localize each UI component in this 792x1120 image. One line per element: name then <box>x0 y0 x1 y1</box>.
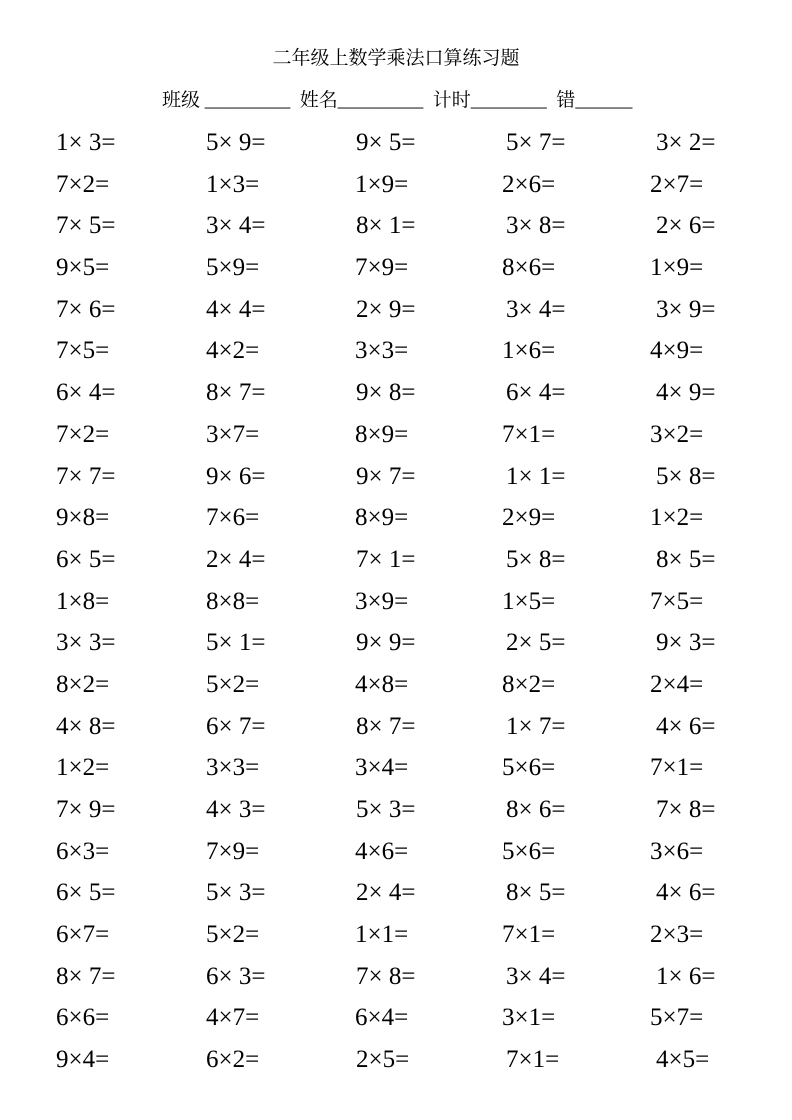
problem-item: 7× 7= <box>56 462 116 490</box>
problem-item: 5× 3= <box>206 879 266 907</box>
problem-row <box>0 997 792 1039</box>
problem-item: 4× 3= <box>206 796 266 823</box>
problem-item: 6× 3= <box>206 962 266 990</box>
problem-row <box>0 831 792 873</box>
problem-row <box>0 872 792 914</box>
problem-row <box>0 122 792 164</box>
problem-item: 2×9= <box>502 504 556 532</box>
class-blank: _________ <box>204 90 291 111</box>
problem-row <box>0 414 792 456</box>
problem-item: 9× 8= <box>356 379 416 407</box>
problem-item: 9× 7= <box>356 462 416 490</box>
problem-item: 8×9= <box>355 504 409 532</box>
problem-item: 4× 6= <box>656 712 716 740</box>
problem-item: 5× 1= <box>206 629 266 657</box>
problem-item: 7×9= <box>206 837 260 865</box>
problem-item: 7× 8= <box>656 796 716 823</box>
problem-item: 3× 4= <box>506 295 566 323</box>
problem-item: 5× 8= <box>656 462 716 490</box>
problem-item: 1×1= <box>355 921 409 949</box>
problem-item: 5×2= <box>206 670 260 698</box>
problem-item: 3×4= <box>355 754 409 782</box>
problem-item: 6× 5= <box>56 545 116 573</box>
problem-item: 3×1= <box>502 1004 556 1032</box>
problem-item: 1× 1= <box>506 462 566 490</box>
errors-blank: ______ <box>575 90 633 111</box>
problem-item: 4×2= <box>206 337 260 365</box>
info-line <box>162 86 632 116</box>
problem-item: 4×9= <box>650 337 704 365</box>
problem-item: 6×6= <box>56 1004 110 1032</box>
problem-item: 1×9= <box>650 254 704 282</box>
problem-item: 1×2= <box>650 504 704 532</box>
problem-row <box>0 1039 792 1081</box>
problem-item: 5×9= <box>206 254 260 282</box>
problem-item: 6×2= <box>206 1046 260 1074</box>
problem-row <box>0 789 792 831</box>
problem-item: 2×3= <box>650 921 704 949</box>
problem-item: 8× 1= <box>356 212 416 240</box>
problem-item: 3× 4= <box>206 212 266 240</box>
problem-item: 4×5= <box>656 1046 710 1074</box>
problem-item: 2× 9= <box>356 295 416 323</box>
problem-item: 1×6= <box>502 337 556 365</box>
problem-item: 1×8= <box>56 587 110 615</box>
problem-item: 8×9= <box>355 420 409 448</box>
problem-item: 4×8= <box>355 670 409 698</box>
problem-item: 7×9= <box>355 254 409 282</box>
problem-item: 6×4= <box>355 1004 409 1032</box>
problem-item: 3×7= <box>206 420 260 448</box>
problem-item: 4×7= <box>206 1004 260 1032</box>
problem-item: 6× 4= <box>506 379 566 407</box>
problem-item: 1×3= <box>206 170 260 198</box>
problem-item: 1×2= <box>56 754 110 782</box>
name-blank: _________ <box>337 90 424 111</box>
problem-row <box>0 456 792 498</box>
problem-item: 5×6= <box>502 754 556 782</box>
problem-item: 8× 6= <box>506 796 566 823</box>
problem-item: 5× 8= <box>506 545 566 573</box>
problem-item: 3× 9= <box>656 295 716 323</box>
problem-item: 6× 7= <box>206 712 266 740</box>
problem-item: 7×5= <box>650 587 704 615</box>
problem-item: 8× 5= <box>506 879 566 907</box>
problem-item: 8×2= <box>502 670 556 698</box>
problem-item: 5×2= <box>206 921 260 949</box>
problem-item: 6× 4= <box>56 379 116 407</box>
problem-row <box>0 247 792 289</box>
problem-row <box>0 706 792 748</box>
problem-row <box>0 914 792 956</box>
time-label: 计时 <box>432 90 471 111</box>
problem-item: 3×6= <box>650 837 704 865</box>
problem-item: 7×1= <box>502 921 556 949</box>
problem-item: 9×8= <box>56 504 110 532</box>
problem-item: 7× 9= <box>56 796 116 823</box>
problem-item: 5× 9= <box>206 129 266 156</box>
problem-item: 3×3= <box>206 754 260 782</box>
problem-item: 2×4= <box>650 670 704 698</box>
problem-item: 7×2= <box>56 420 110 448</box>
problem-item: 6×7= <box>56 921 110 949</box>
name-label: 姓名 <box>299 90 338 111</box>
problem-row <box>0 372 792 414</box>
problem-item: 1× 7= <box>506 712 566 740</box>
problem-item: 9× 9= <box>356 629 416 657</box>
problem-item: 9× 5= <box>356 129 416 156</box>
problem-item: 9× 3= <box>656 629 716 657</box>
problem-row <box>0 289 792 331</box>
problem-item: 4× 4= <box>206 295 266 323</box>
problem-item: 1× 6= <box>656 962 716 990</box>
problem-row <box>0 956 792 998</box>
problem-item: 1× 3= <box>56 129 116 156</box>
problem-item: 2× 4= <box>356 879 416 907</box>
problem-row <box>0 581 792 623</box>
problem-item: 8× 7= <box>56 962 116 990</box>
problem-item: 4× 6= <box>656 879 716 907</box>
problem-item: 2× 4= <box>206 545 266 573</box>
problem-item: 2×6= <box>502 170 556 198</box>
problem-item: 8× 5= <box>656 545 716 573</box>
problem-item: 9×4= <box>56 1046 110 1074</box>
problem-item: 6× 5= <box>56 879 116 907</box>
problem-item: 2× 5= <box>506 629 566 657</box>
problem-item: 8× 7= <box>356 712 416 740</box>
problem-item: 7× 5= <box>56 212 116 240</box>
problem-item: 7× 8= <box>356 962 416 990</box>
problem-item: 9×5= <box>56 254 110 282</box>
problem-grid <box>0 122 792 1081</box>
problem-row <box>0 747 792 789</box>
problem-row <box>0 497 792 539</box>
problem-item: 2×7= <box>650 170 704 198</box>
problem-item: 7×1= <box>502 420 556 448</box>
errors-label: 错 <box>556 90 576 111</box>
class-label: 班级 <box>162 90 201 111</box>
problem-item: 5× 3= <box>356 796 416 823</box>
problem-item: 8×8= <box>206 587 260 615</box>
problem-item: 8×6= <box>502 254 556 282</box>
problem-item: 1×9= <box>355 170 409 198</box>
problem-row <box>0 539 792 581</box>
problem-item: 3×2= <box>650 420 704 448</box>
problem-item: 3× 4= <box>506 962 566 990</box>
time-blank: ________ <box>470 90 547 111</box>
problem-item: 7×1= <box>650 754 704 782</box>
problem-item: 5× 7= <box>506 129 566 156</box>
problem-item: 7×2= <box>56 170 110 198</box>
problem-item: 4× 8= <box>56 712 116 740</box>
problem-item: 5×6= <box>502 837 556 865</box>
problem-item: 7×1= <box>506 1046 560 1074</box>
problem-row <box>0 664 792 706</box>
problem-item: 4×6= <box>355 837 409 865</box>
page-title: 二年级上数学乘法口算练习题 <box>272 48 520 69</box>
problem-item: 3× 2= <box>656 129 716 156</box>
problem-item: 7×6= <box>206 504 260 532</box>
problem-item: 6×3= <box>56 837 110 865</box>
problem-item: 7×5= <box>56 337 110 365</box>
problem-item: 5×7= <box>650 1004 704 1032</box>
problem-item: 2×5= <box>356 1046 410 1074</box>
problem-item: 3×3= <box>355 337 409 365</box>
problem-item: 9× 6= <box>206 462 266 490</box>
problem-item: 8×2= <box>56 670 110 698</box>
problem-item: 7× 1= <box>356 545 416 573</box>
problem-item: 3× 8= <box>506 212 566 240</box>
problem-row <box>0 164 792 206</box>
problem-item: 4× 9= <box>656 379 716 407</box>
problem-row <box>0 330 792 372</box>
problem-item: 3× 3= <box>56 629 116 657</box>
problem-item: 7× 6= <box>56 295 116 323</box>
problem-item: 3×9= <box>355 587 409 615</box>
problem-item: 1×5= <box>502 587 556 615</box>
problem-item: 2× 6= <box>656 212 716 240</box>
problem-item: 8× 7= <box>206 379 266 407</box>
problem-row <box>0 205 792 247</box>
problem-row <box>0 622 792 664</box>
